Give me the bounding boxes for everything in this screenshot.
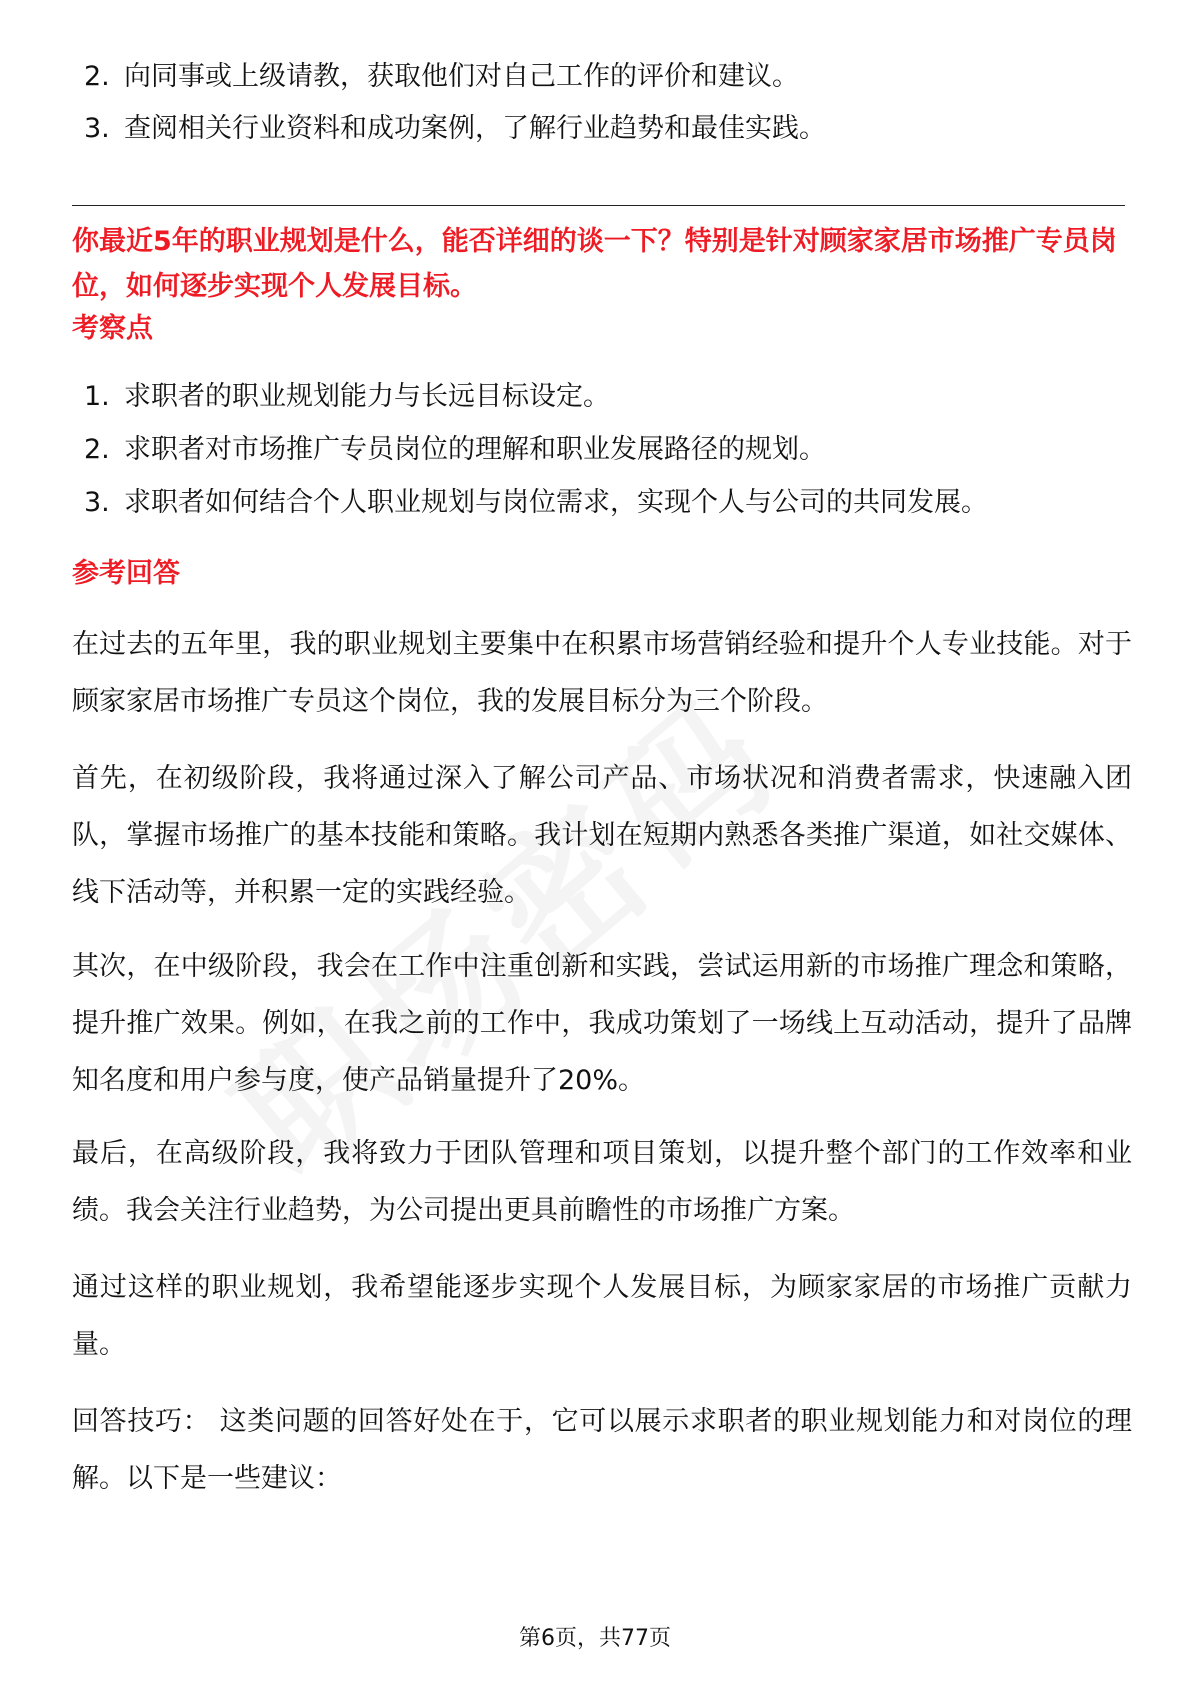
list-item-number: 3. <box>84 113 110 144</box>
list-item <box>84 430 988 470</box>
exam-points-heading: 考察点 <box>72 313 153 344</box>
reference-answer-heading: 参考回答 <box>72 558 180 589</box>
list-item-number: 1. <box>84 381 110 412</box>
list-item-number: 2. <box>84 61 110 92</box>
answer-paragraph: 通过这样的职业规划，我希望能逐步实现个人发展目标，为顾家家居的市场推广贡献力量。 <box>72 1272 1132 1360</box>
answer-paragraph: 在过去的五年里，我的职业规划主要集中在积累市场营销经验和提升个人专业技能。对于顾家家居市场推广专员这个岗位，我的发展目标分为三个阶段。 <box>72 629 1132 717</box>
page-number-footer: 第6页，共77页 <box>519 1626 671 1651</box>
list-item-number: 3. <box>84 487 110 518</box>
previous-tips-list <box>84 57 826 149</box>
section-divider <box>72 205 1125 206</box>
list-item-number: 2. <box>84 434 110 465</box>
list-item <box>84 57 826 97</box>
answer-tips-paragraph: 回答技巧： 这类问题的回答好处在于，它可以展示求职者的职业规划能力和对岗位的理解。以下是一些建议： <box>72 1406 1132 1494</box>
list-item-text: 查阅相关行业资料和成功案例，了解行业趋势和最佳实践。 <box>124 113 826 144</box>
list-item-text: 求职者的职业规划能力与长远目标设定。 <box>124 381 610 412</box>
list-item <box>84 483 988 523</box>
answer-paragraph: 首先，在初级阶段，我将通过深入了解公司产品、市场状况和消费者需求，快速融入团队，掌握市场推广的基本技能和策略。我计划在短期内熟悉各类推广渠道，如社交媒体、线下活动等，并积累一定的实践经验。 <box>72 763 1132 908</box>
answer-paragraph: 其次，在中级阶段，我会在工作中注重创新和实践，尝试运用新的市场推广理念和策略，提升推广效果。例如，在我之前的工作中，我成功策划了一场线上互动活动，提升了品牌知名度和用户参与度，使产品销量提升了20%。 <box>72 951 1132 1096</box>
list-item <box>84 109 826 149</box>
list-item-text: 求职者如何结合个人职业规划与岗位需求，实现个人与公司的共同发展。 <box>124 487 988 518</box>
list-item-text: 向同事或上级请教，获取他们对自己工作的评价和建议。 <box>124 61 799 92</box>
exam-points-list <box>84 377 988 523</box>
list-item-text: 求职者对市场推广专员岗位的理解和职业发展路径的规划。 <box>124 434 826 465</box>
interview-question: 你最近5年的职业规划是什么，能否详细的谈一下？特别是针对顾家家居市场推广专员岗位，如何逐步实现个人发展目标。 <box>72 226 1117 302</box>
answer-paragraph: 最后，在高级阶段，我将致力于团队管理和项目策划，以提升整个部门的工作效率和业绩。我会关注行业趋势，为公司提出更具前瞻性的市场推广方案。 <box>72 1138 1132 1226</box>
list-item <box>84 377 988 417</box>
